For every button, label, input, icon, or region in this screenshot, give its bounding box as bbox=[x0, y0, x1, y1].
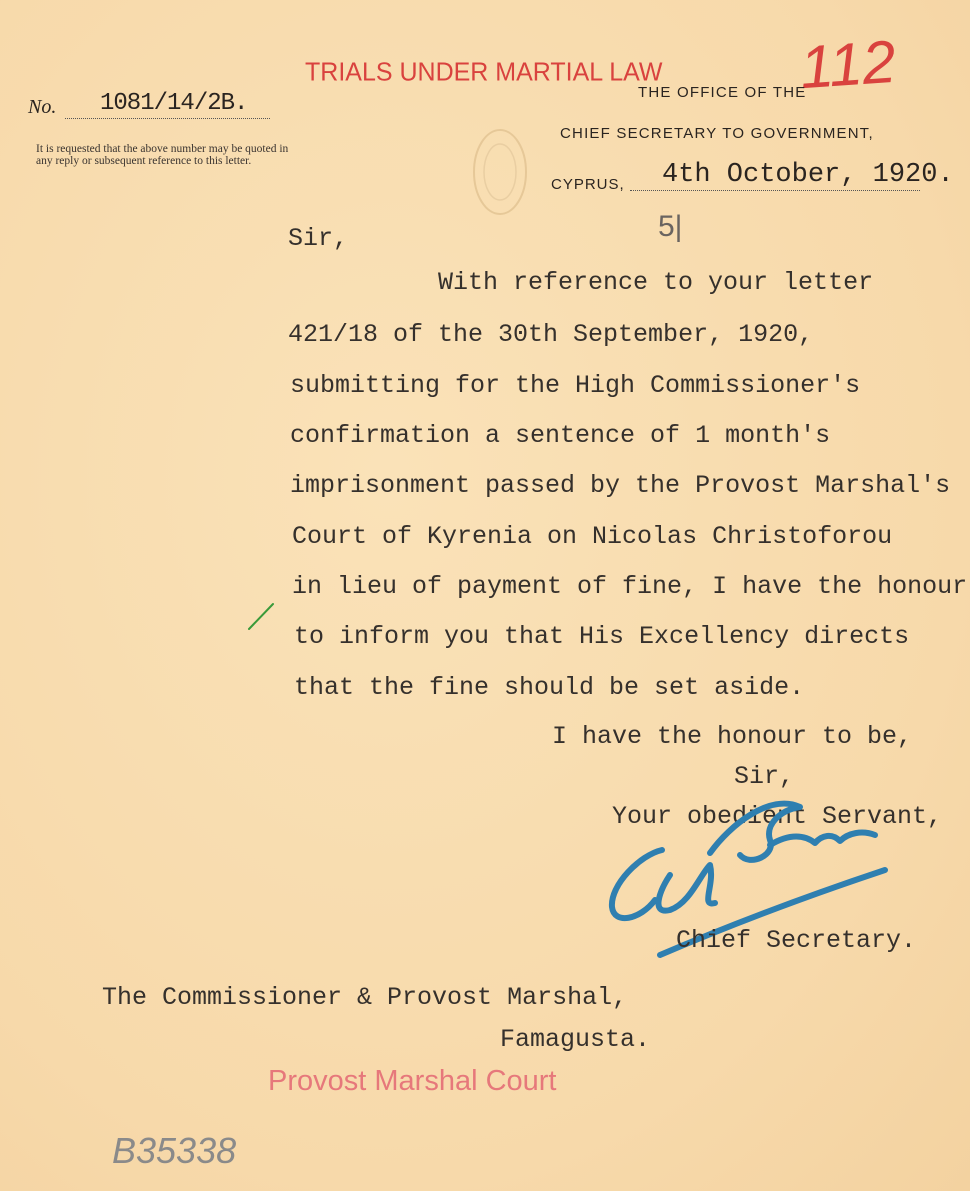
body-line-8: to inform you that His Excellency directs bbox=[294, 622, 910, 651]
place-label: CYPRUS, bbox=[551, 176, 625, 193]
body-line-2: 421/18 of the 30th September, 1920, bbox=[288, 320, 814, 349]
closing-line-3: Your obedient Servant, bbox=[612, 802, 943, 831]
handwritten-number: 112 bbox=[797, 27, 898, 102]
reference-no-value: 1081/14/2B. bbox=[100, 90, 248, 117]
body-line-1: With reference to your letter bbox=[438, 268, 874, 297]
check-mark-icon bbox=[246, 600, 276, 632]
martial-law-stamp: TRIALS UNDER MARTIAL LAW bbox=[305, 57, 663, 87]
closing-line-2: Sir, bbox=[734, 762, 795, 791]
reference-no-dotted-line bbox=[65, 118, 270, 119]
body-line-7: in lieu of payment of fine, I have the honour bbox=[292, 572, 968, 601]
margin-handwritten-mark: 5| bbox=[658, 210, 683, 243]
office-line-1: THE OFFICE OF THE bbox=[638, 84, 807, 101]
archive-number: B35338 bbox=[112, 1130, 237, 1171]
office-line-2: CHIEF SECRETARY TO GOVERNMENT, bbox=[560, 125, 874, 142]
body-line-9: that the fine should be set aside. bbox=[294, 673, 805, 702]
salutation: Sir, bbox=[288, 224, 349, 253]
addressee-line-2: Famagusta. bbox=[500, 1025, 651, 1054]
closing-line-1: I have the honour to be, bbox=[552, 722, 913, 751]
date-dotted-line bbox=[630, 190, 920, 191]
quote-number-note: It is requested that the above number may be quoted in any reply or subsequent reference to this letter. bbox=[36, 143, 289, 167]
letter-date: 4th October, 1920. bbox=[662, 160, 954, 190]
reference-no-label: No. bbox=[28, 96, 57, 118]
body-line-3: submitting for the High Commissioner's bbox=[290, 371, 861, 400]
body-line-4: confirmation a sentence of 1 month's bbox=[290, 421, 831, 450]
provost-court-stamp: Provost Marshal Court bbox=[268, 1065, 557, 1097]
embossed-seal-icon bbox=[470, 125, 530, 220]
addressee-line-1: The Commissioner & Provost Marshal, bbox=[102, 983, 628, 1012]
body-line-5: imprisonment passed by the Provost Marshal's bbox=[290, 471, 951, 500]
body-line-6: Court of Kyrenia on Nicolas Christoforou bbox=[292, 522, 893, 551]
signatory-title: Chief Secretary. bbox=[676, 926, 917, 955]
